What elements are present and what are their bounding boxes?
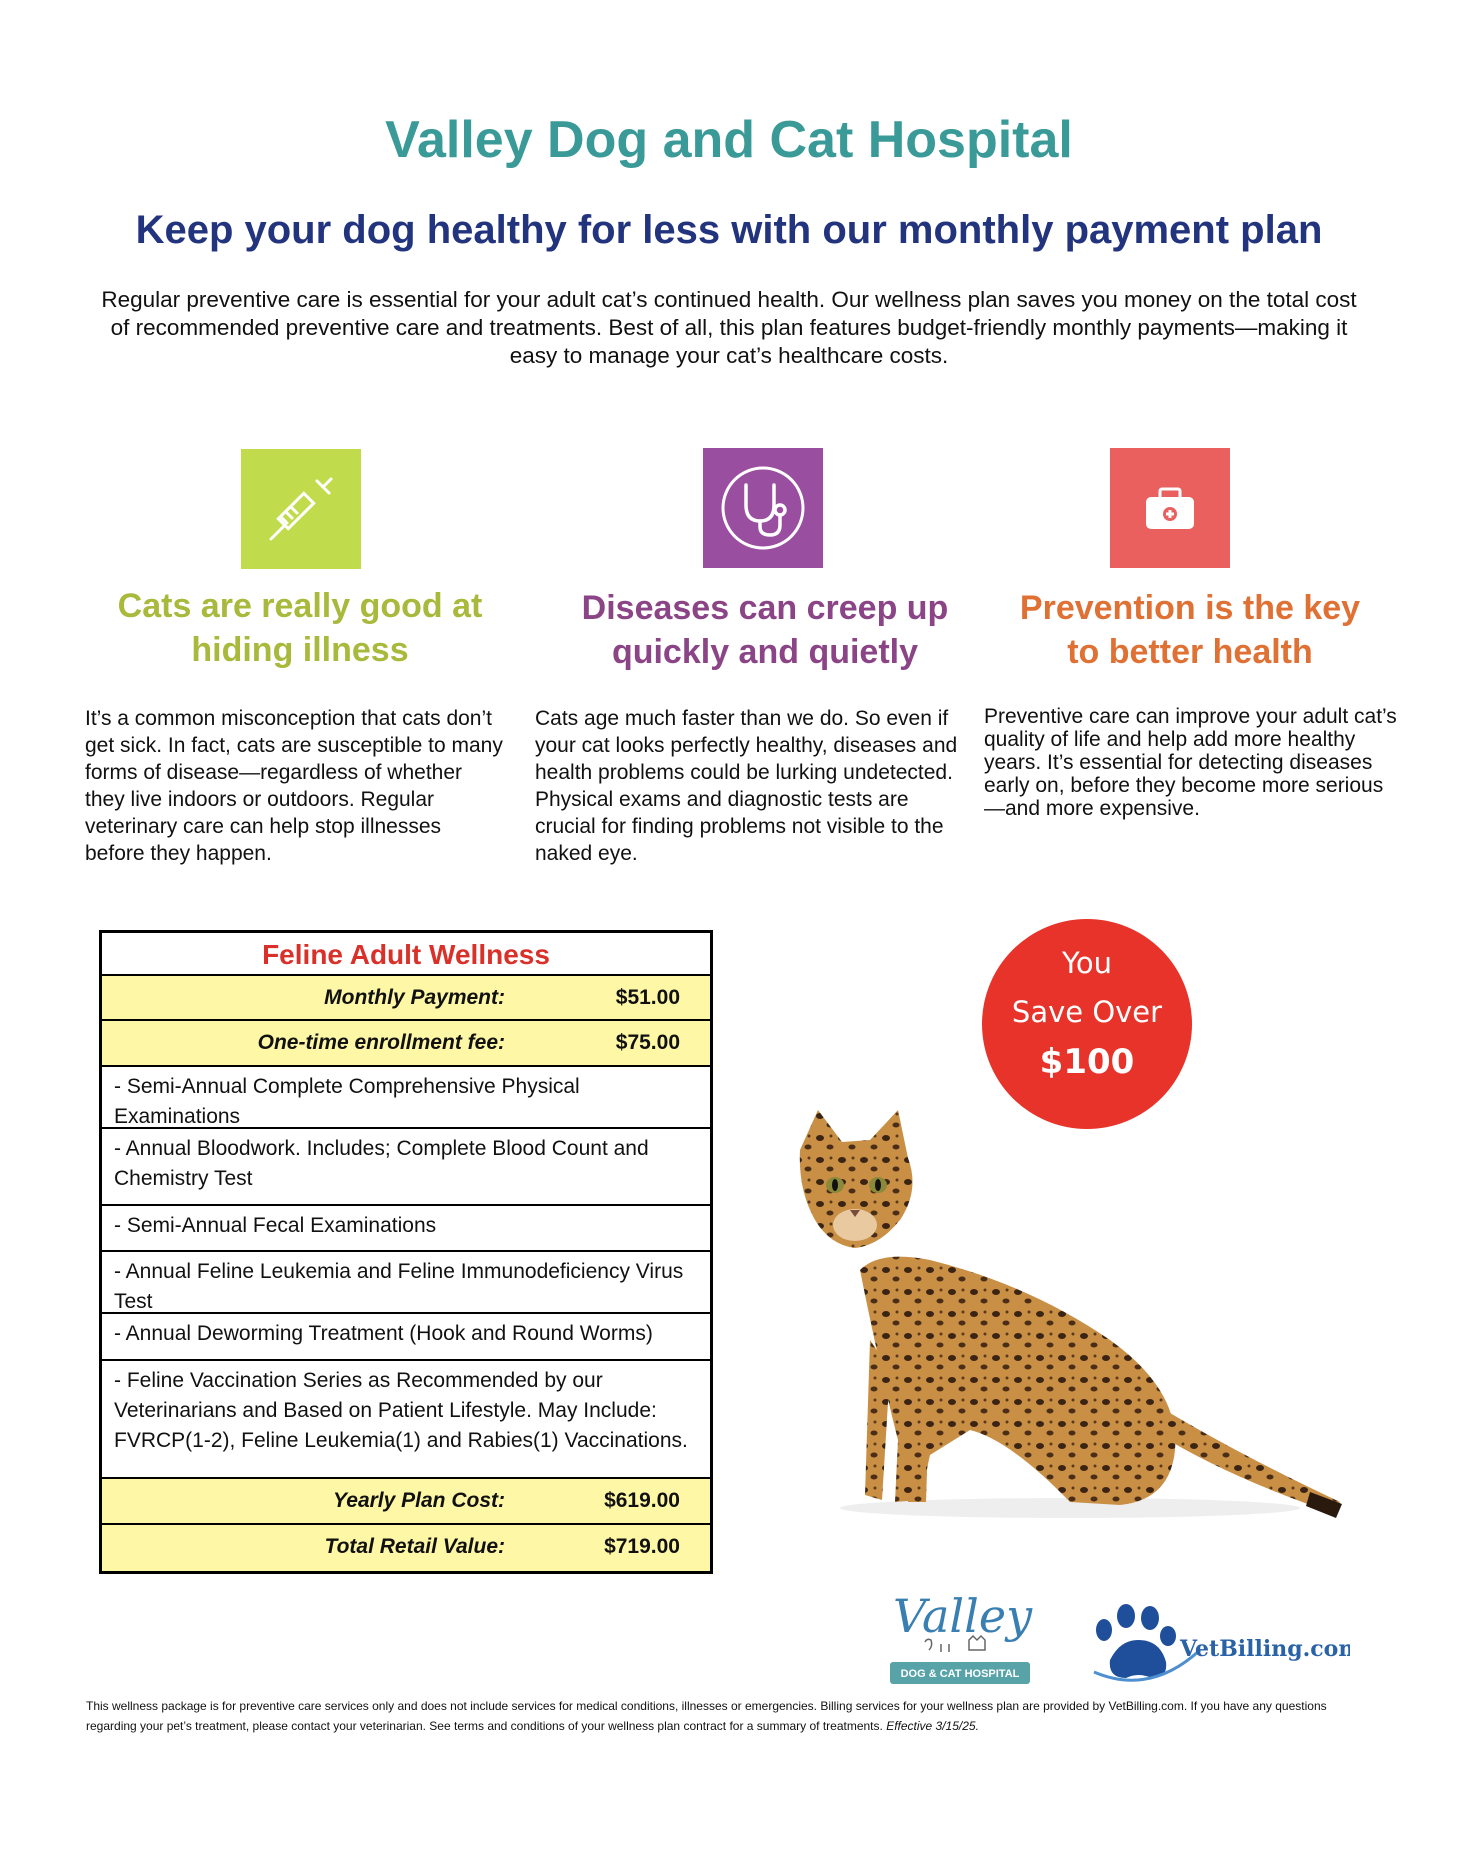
medical-kit-icon <box>1110 448 1230 568</box>
enrollment-fee-value: $75.00 <box>615 1031 680 1054</box>
effective-date: Effective 3/15/25. <box>886 1719 979 1733</box>
svg-text:VetBilling.com: VetBilling.com <box>1180 1636 1350 1662</box>
monthly-payment-row <box>102 976 710 1021</box>
list-item: - Feline Vaccination Series as Recommended by our Veterinarians and Based on Patient Lifestyle. May Include: FVRCP(1-2), Feline Leukemia(1) and Rabies(1) Vaccinations. <box>102 1361 710 1479</box>
column-text-hiding-illness: It’s a common misconception that cats don’t get sick. In fact, cats are susceptible to many forms of disease—regardless of whether they live indoors or outdoors. Regular veterinary care can help stop illnesses before they happen. <box>85 707 503 865</box>
badge-amount: $100 <box>1039 1042 1135 1082</box>
list-item: - Annual Deworming Treatment (Hook and Round Worms) <box>102 1314 710 1361</box>
syringe-icon <box>241 449 361 569</box>
column-heading-hiding-illness: Cats are really good at hiding illness <box>117 587 483 669</box>
column-text-diseases: Cats age much faster than we do. So even if your cat looks perfectly healthy, diseases and health problems could be lurking undetected. Physical exams and diagnostic tests are crucial for finding problems not visible to the naked eye. <box>535 707 958 865</box>
valley-hospital-logo <box>885 1580 1035 1688</box>
wellness-plan-table <box>99 930 713 1574</box>
monthly-payment-value: $51.00 <box>615 986 680 1009</box>
monthly-payment-label: Monthly Payment: <box>324 986 505 1009</box>
retail-value-value: $719.00 <box>604 1535 680 1558</box>
yearly-cost-value: $619.00 <box>604 1489 680 1512</box>
badge-line-you: You <box>1062 946 1112 980</box>
column-heading-prevention: Prevention is the key to better health <box>1019 589 1361 671</box>
plan-name: Feline Adult Wellness <box>102 933 710 976</box>
savings-badge <box>982 919 1192 1129</box>
vetbilling-logo <box>1090 1600 1350 1690</box>
list-item: - Semi-Annual Complete Comprehensive Physical Examinations <box>102 1067 710 1129</box>
retail-value-row <box>102 1525 710 1571</box>
list-item: - Annual Bloodwork. Includes; Complete Blood Count and Chemistry Test <box>102 1129 710 1206</box>
svg-text:DOG & CAT HOSPITAL: DOG & CAT HOSPITAL <box>900 1668 1020 1680</box>
yearly-cost-label: Yearly Plan Cost: <box>333 1489 505 1512</box>
enrollment-fee-row <box>102 1021 710 1067</box>
yearly-cost-row <box>102 1479 710 1525</box>
stethoscope-icon <box>703 448 823 568</box>
list-item: - Semi-Annual Fecal Examinations <box>102 1206 710 1252</box>
page-subtitle: Keep your dog healthy for less with our monthly payment plan <box>135 208 1323 252</box>
footer-disclaimer: This wellness package is for preventive care services only and does not include services for medical conditions, illnesses or emergencies. Billing services for your wellness plan are provided by VetBilling.com. If you have any questions regarding your pet’s treatment, please contact your veterinarian. See terms and conditions of your wellness plan contract for a summary of treatments. Effective 3/15/25. <box>86 1699 1327 1733</box>
cat-image <box>770 1110 1350 1530</box>
column-heading-diseases: Diseases can creep up quickly and quietly <box>581 589 949 671</box>
svg-text:Valley: Valley <box>893 1589 1033 1643</box>
retail-value-label: Total Retail Value: <box>324 1535 505 1558</box>
column-text-prevention: Preventive care can improve your adult cat’s quality of life and help add more healthy years. It’s essential for detecting diseases early on, before they become more serious—and more expensive. <box>984 705 1397 820</box>
intro-paragraph: Regular preventive care is essential for your adult cat’s continued health. Our wellness plan saves you money on the total cost of recommended preventive care and treatments. Best of all, this plan features budget-friendly monthly payments—making it easy to manage your cat’s healthcare costs. <box>101 287 1357 368</box>
list-item: - Annual Feline Leukemia and Feline Immunodeficiency Virus Test <box>102 1252 710 1314</box>
enrollment-fee-label: One-time enrollment fee: <box>257 1031 505 1054</box>
page-title: Valley Dog and Cat Hospital <box>385 111 1073 169</box>
badge-line-save-over: Save Over <box>1011 995 1163 1029</box>
